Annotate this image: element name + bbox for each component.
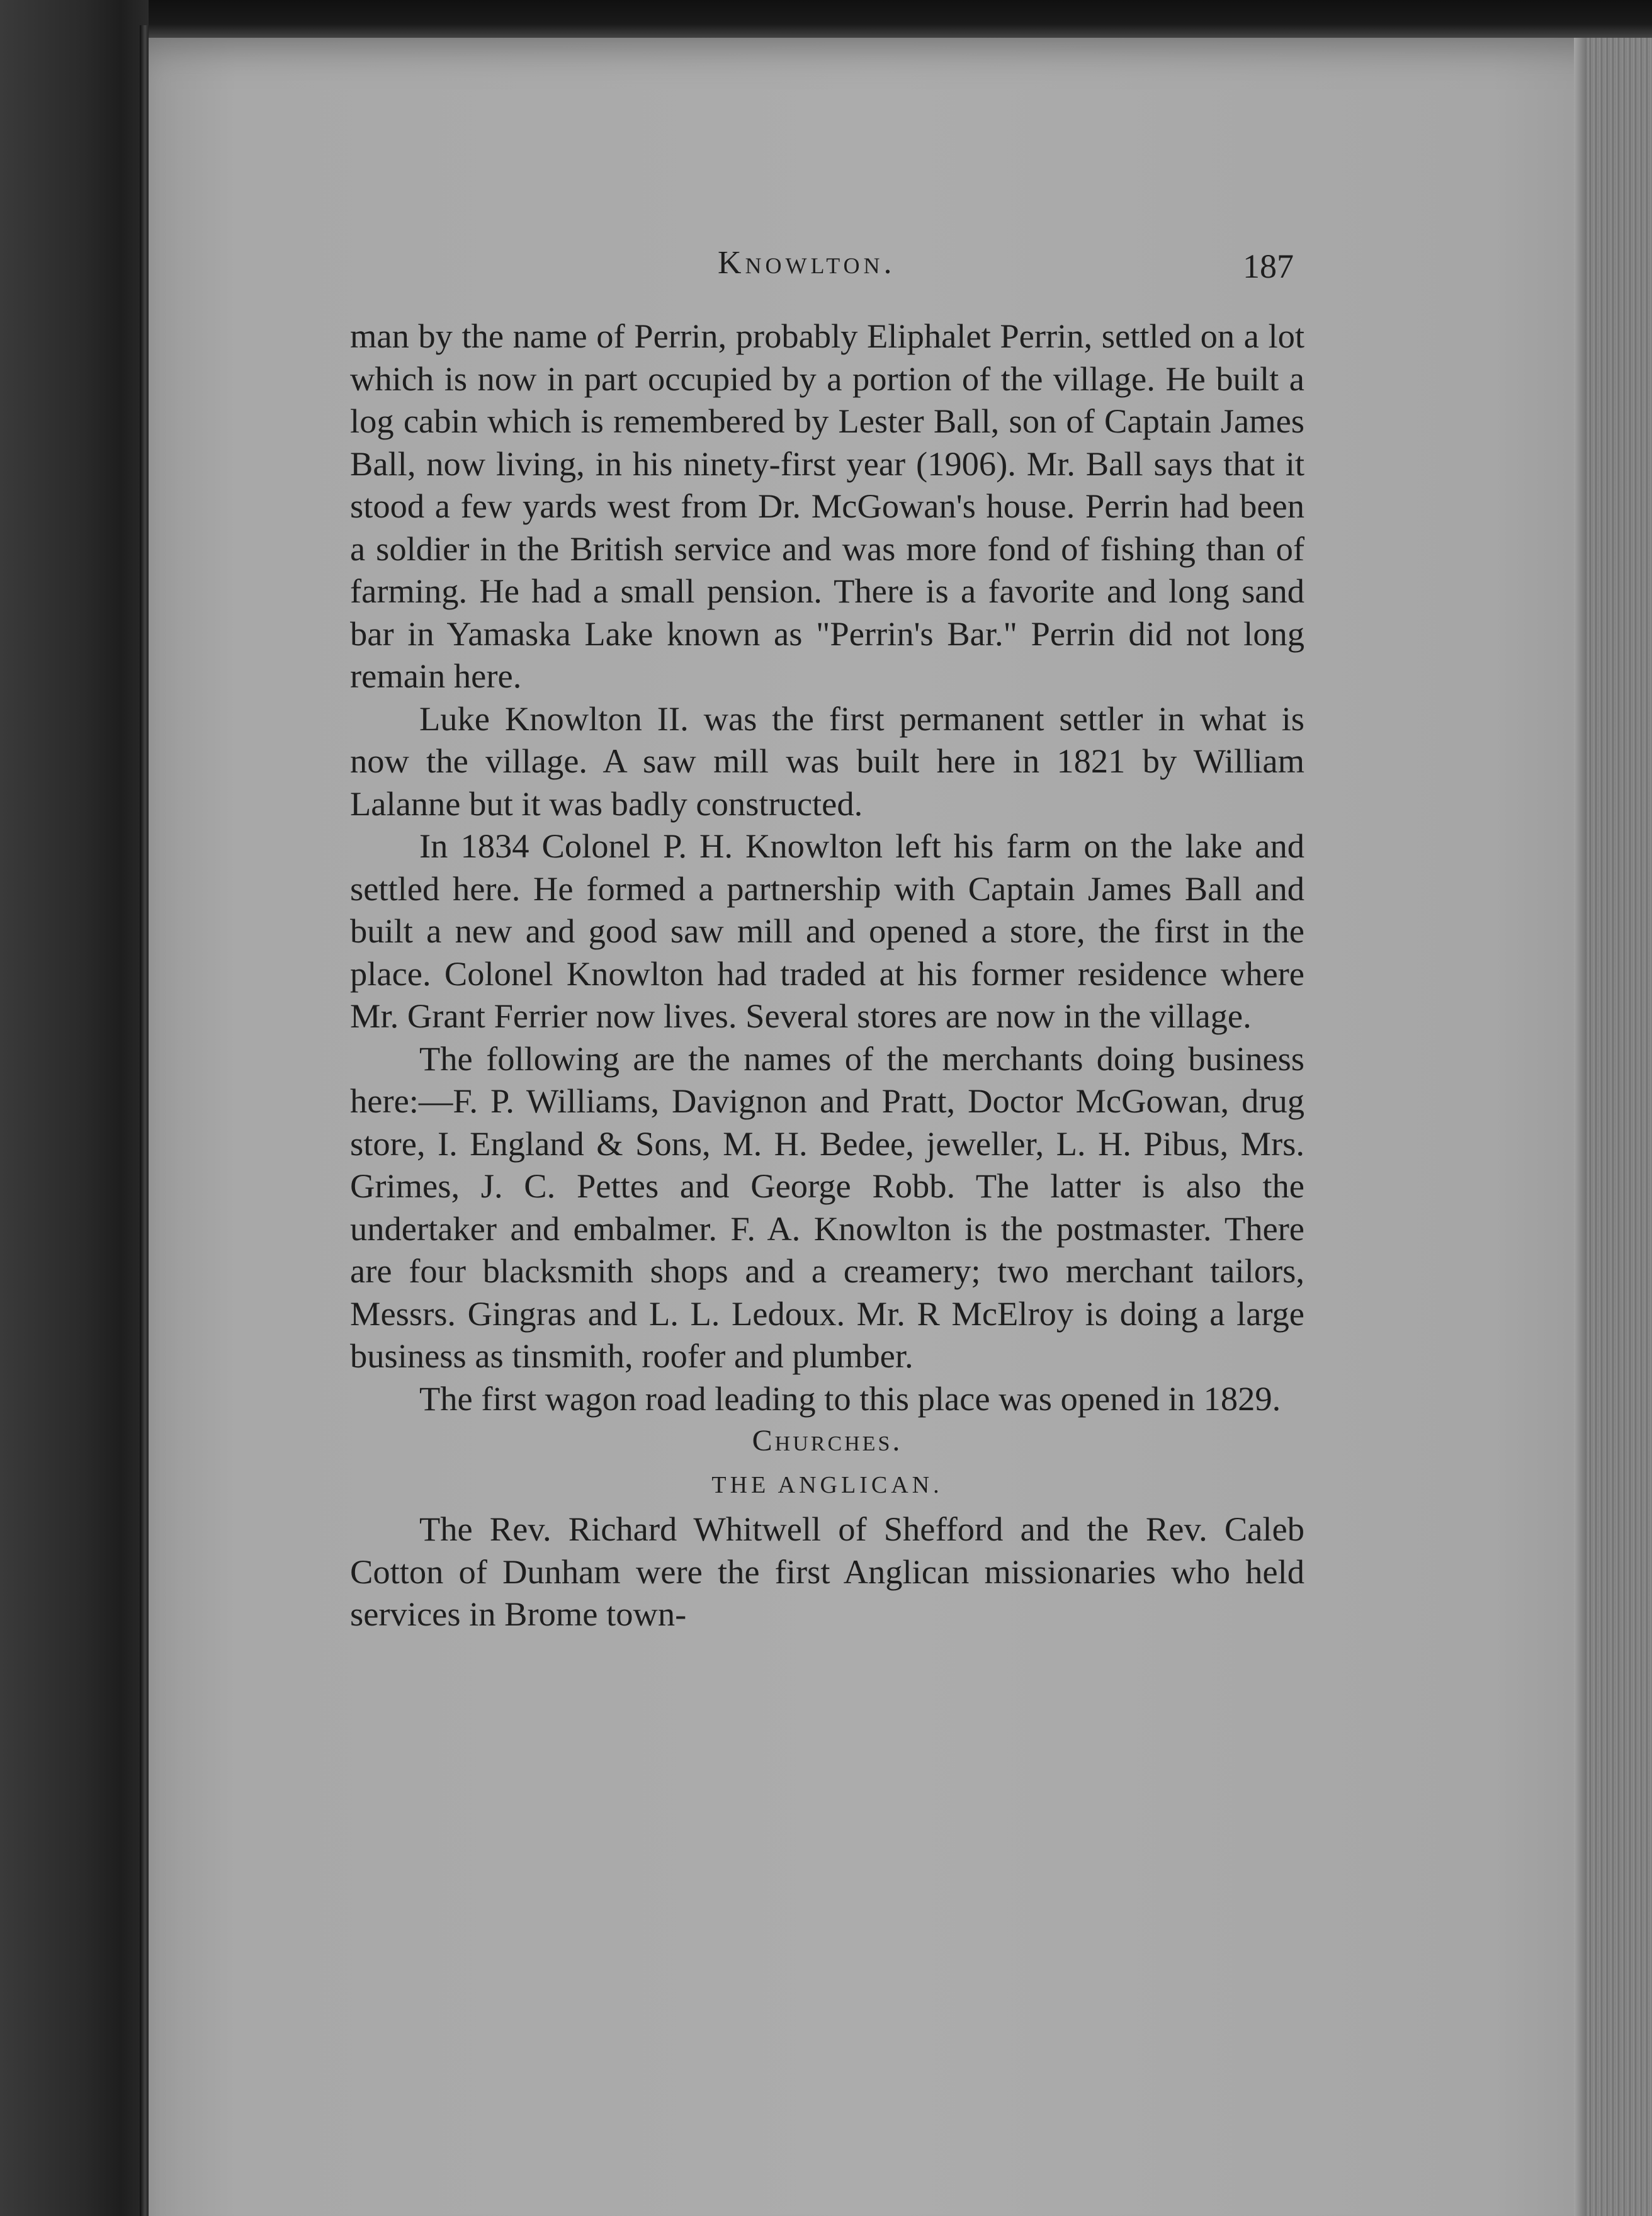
paragraph-6: The Rev. Richard Whitwell of Shefford and the Rev. Caleb Cotton of Dunham were the first Anglican missionaries who held services in Brome town- [350,1510,1304,1633]
paragraph-3: In 1834 Colonel P. H. Knowlton left his farm on the lake and settled here. He formed a partnership with Captain James Ball and built a new and good saw mill and opened a store, the first in the place. Colonel Knowlton had traded at his former residence where Mr. Grant Ferrier now lives. Several stores are now in the village. [350,827,1304,1035]
subsection-heading-anglican: THE ANGLICAN. [711,1472,943,1498]
paragraph-4: The following are the names of the merchants doing business here:—F. P. Williams, Davignon and Pratt, Doctor McGowan, drug store, I. England & Sons, M. H. Bedee, jeweller, L. H. Pibus, Mrs. Grimes, J. C. Pettes and George Robb. The latter is also the undertaker and embalmer. F. A. Knowlton is the postmaster. There are four blacksmith shops and a creamery; two merchant tailors, Messrs. Gingras and L. L. Ledoux. Mr. R McElroy is doing a large business as tinsmith, roofer and plumber. [350,1039,1304,1375]
paragraph-5: The first wagon road leading to this place was opened in 1829. [419,1379,1281,1418]
page-number: 187 [1243,247,1294,285]
gutter-edge [140,25,149,2216]
top-edge [149,0,1652,40]
page-stack-edges [1587,38,1652,2216]
binding-strip [0,0,151,2216]
paragraph-2: Luke Knowlton II. was the first permanent settler in what is now the village. A saw mill was built here in 1821 by William Lalanne but it was badly constructed. [350,699,1304,823]
page-body [350,315,1304,1636]
section-heading-churches: Churches. [752,1424,903,1457]
running-head: Knowlton. [718,245,896,281]
paragraph-1: man by the name of Perrin, probably Eliphalet Perrin, settled on a lot which is now in part occupied by a portion of the village. He built a log cabin which is remembered by Lester Ball, son of Captain James Ball, now living, in his ninety-first year (1906). Mr. Ball says that it stood a few yards west from Dr. McGowan's house. Perrin had been a soldier in the British service and was more fond of fishing than of farming. He had a small pension. There is a favorite and long sand bar in Yamaska Lake known as "Perrin's Bar." Perrin did not long remain here. [350,317,1304,695]
